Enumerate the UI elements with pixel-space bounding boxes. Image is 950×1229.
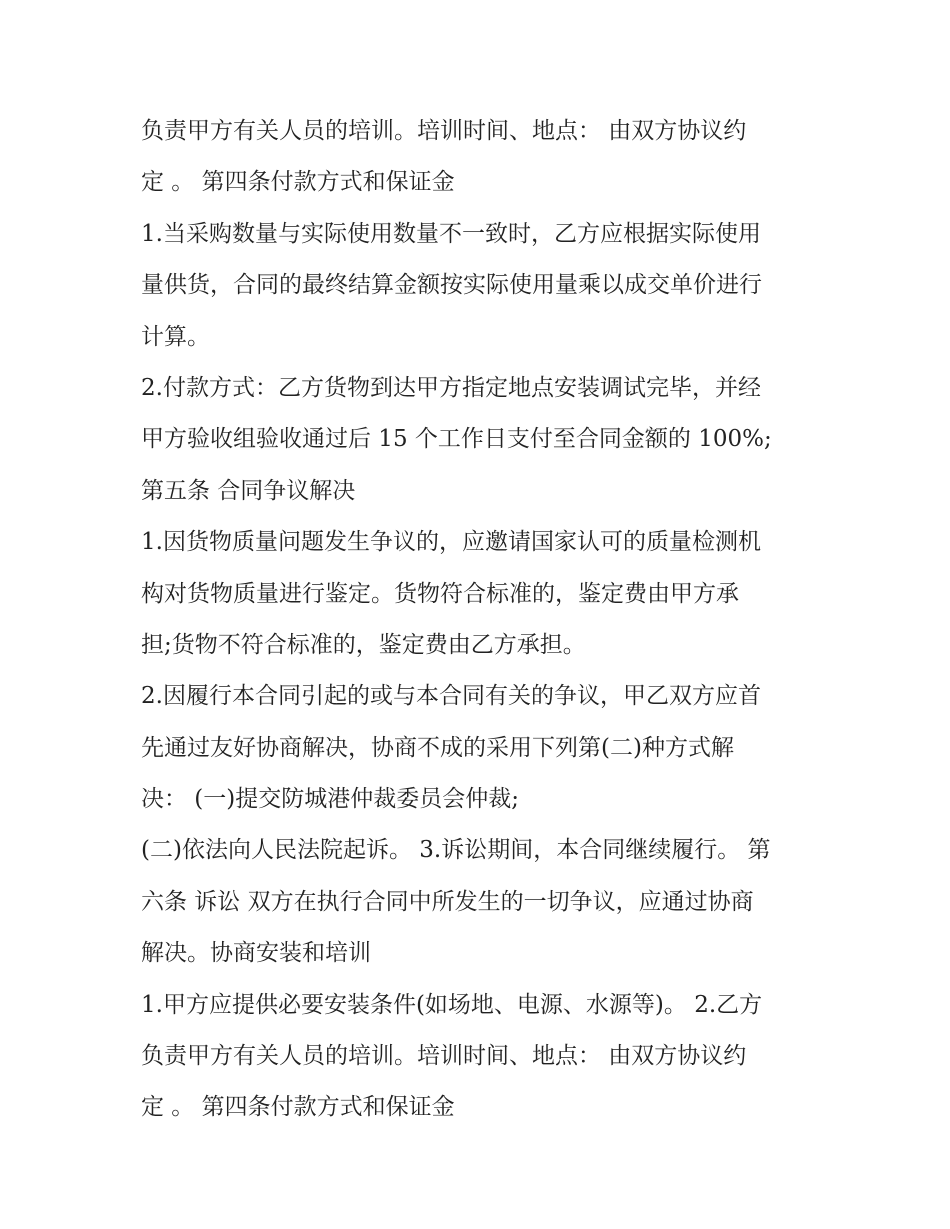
text-line: 定 。 第四条付款方式和保证金 [141,169,455,196]
contract-text [141,106,821,1134]
text-line: 构对货物质量进行鉴定。货物符合标准的，鉴定费由甲方承 [141,580,739,607]
text-line: 六条 诉讼 双方在执行合同中所发生的一切争议，应通过协商 [141,888,754,915]
text-line: 1.当采购数量与实际使用数量不一致时，乙方应根据实际使用 [141,220,761,247]
text-line: 量供货，合同的最终结算金额按实际使用量乘以成交单价进行 [141,272,762,299]
text-line: 定 。 第四条付款方式和保证金 [141,1094,455,1121]
section-heading: 第五条 合同争议解决 [141,477,356,504]
text-line: 先通过友好协商解决，协商不成的采用下列第(二)种方式解 [141,734,734,761]
text-line: 担;货物不符合标准的，鉴定费由乙方承担。 [141,631,586,658]
text-line: 解决。协商安装和培训 [141,940,371,967]
text-line: 1.因货物质量问题发生争议的，应邀请国家认可的质量检测机 [141,529,761,556]
text-line: 甲方验收组验收通过后 15 个工作日支付至合同金额的 100%; [141,426,772,453]
text-line: 1.甲方应提供必要安装条件(如场地、电源、水源等)。 2.乙方 [141,991,763,1018]
text-line: 2.付款方式：乙方货物到达甲方指定地点安装调试完毕，并经 [141,374,761,401]
text-line: 决： (一)提交防城港仲裁委员会仲裁; [141,786,520,813]
text-line: 负责甲方有关人员的培训。培训时间、地点： 由双方协议约 [141,1043,747,1070]
text-line: 2.因履行本合同引起的或与本合同有关的争议，甲乙双方应首 [141,683,761,710]
text-line: 计算。 [141,323,210,350]
text-line: 负责甲方有关人员的培训。培训时间、地点： 由双方协议约 [141,118,747,144]
text-line: (二)依法向人民法院起诉。 3.诉讼期间，本合同继续履行。 第 [141,837,771,864]
